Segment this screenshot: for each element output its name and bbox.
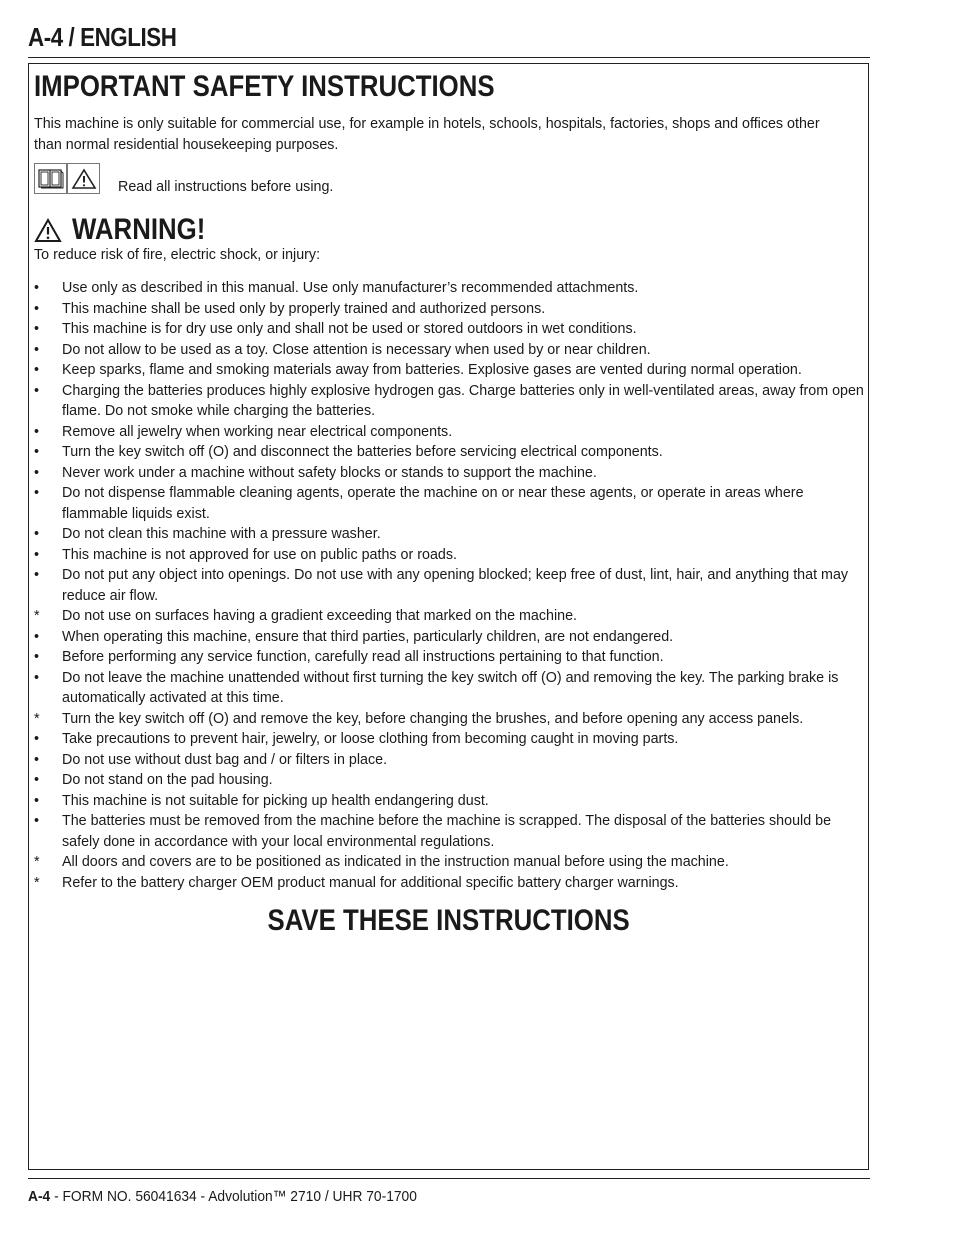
warning-subtitle: To reduce risk of fire, electric shock, or injury:: [34, 247, 321, 263]
list-item-text: All doors and covers are to be positioned as indicated in the instruction manual before using the machine.: [62, 854, 729, 870]
list-item-text: Take precautions to prevent hair, jewelry, or loose clothing from becoming caught in moving parts.: [62, 731, 679, 747]
list-item-text: Do not dispense flammable cleaning agents, operate the machine on or near these agents, or operate in areas where flammable liquids exist.: [62, 485, 804, 522]
list-item-marker: •: [34, 382, 40, 399]
footer-page-ref: A-4: [28, 1188, 51, 1205]
list-item: [29, 360, 870, 381]
warning-triangle-icon: [67, 163, 100, 194]
list-item: [29, 770, 870, 791]
list-item-marker: *: [34, 854, 40, 870]
page-title: IMPORTANT SAFETY INSTRUCTIONS: [34, 70, 495, 103]
list-item: [29, 852, 870, 873]
list-item: [29, 729, 870, 750]
list-item-text: Do not put any object into openings. Do not use with any opening blocked; keep free of dust, lint, hair, and anything that may reduce air flow.: [62, 567, 849, 604]
list-item-marker: •: [34, 772, 40, 788]
list-item-text: Never work under a machine without safety blocks or stands to support the machine.: [62, 464, 597, 481]
list-item: [29, 873, 870, 894]
list-item: [29, 381, 870, 422]
list-item-marker: •: [34, 464, 40, 481]
warning-triangle-icon: [34, 218, 62, 243]
list-item-marker: •: [34, 341, 40, 358]
list-item-text: This machine shall be used only by properly trained and authorized persons.: [62, 300, 546, 317]
list-item-marker: •: [34, 321, 40, 337]
warning-title: WARNING!: [72, 213, 206, 246]
list-item-marker: •: [34, 628, 40, 645]
list-item: [29, 299, 870, 320]
list-item-text: This machine is for dry use only and shall not be used or stored outdoors in wet conditions.: [62, 321, 637, 337]
list-item: [29, 565, 870, 606]
list-item-marker: •: [34, 567, 40, 583]
list-item-marker: •: [34, 669, 40, 686]
list-item-text: Do not use on surfaces having a gradient exceeding that marked on the machine.: [62, 608, 578, 624]
list-item-marker: •: [34, 792, 40, 809]
list-item-text: This machine is not approved for use on public paths or roads.: [62, 546, 457, 563]
list-item-marker: •: [34, 423, 40, 440]
list-item-marker: •: [34, 751, 40, 768]
list-item-text: Do not leave the machine unattended without first turning the key switch off (O) and removing the key. The parking brake is automatically activated at this time.: [62, 669, 839, 706]
list-item-marker: •: [34, 280, 40, 296]
list-item-marker: •: [34, 649, 40, 665]
list-item-text: Remove all jewelry when working near electrical components.: [62, 423, 453, 440]
list-item-text: Turn the key switch off (O) and disconnect the batteries before servicing electrical components.: [62, 444, 663, 460]
list-item: [29, 627, 870, 648]
list-item: [29, 524, 870, 545]
list-item-marker: •: [34, 731, 40, 747]
list-item: [29, 319, 870, 340]
list-item: [29, 606, 870, 627]
list-item: [29, 340, 870, 361]
list-item-text: Before performing any service function, carefully read all instructions pertaining to that function.: [62, 649, 664, 665]
list-item: [29, 791, 870, 812]
header-divider: [28, 57, 870, 58]
list-item-text: Turn the key switch off (O) and remove the key, before changing the brushes, and before opening any access panels.: [62, 710, 804, 727]
save-instructions-heading: [29, 904, 868, 938]
list-item-text: Keep sparks, flame and smoking materials away from batteries. Explosive gases are vented during normal operation.: [62, 362, 802, 378]
list-item: [29, 278, 870, 299]
list-item-text: When operating this machine, ensure that third parties, particularly children, are not endangered.: [62, 628, 674, 645]
read-instructions-text: Read all instructions before using.: [118, 179, 334, 195]
list-item-marker: •: [34, 362, 40, 378]
list-item: [29, 647, 870, 668]
list-item: [29, 463, 870, 484]
warning-heading: [34, 213, 227, 247]
list-item-marker: *: [34, 608, 40, 624]
list-item-text: Refer to the battery charger OEM product manual for additional specific battery charger warnings.: [62, 874, 679, 891]
list-item-text: The batteries must be removed from the machine before the machine is scrapped. The disposal of the batteries should be safely done in accordance with your local environmental regulations.: [62, 813, 832, 850]
page-footer: [28, 1188, 417, 1205]
list-item-text: Charging the batteries produces highly explosive hydrogen gas. Charge batteries only in well-ventilated areas, away from open flame. Do not smoke while charging the batteries.: [62, 382, 864, 419]
list-item-text: Do not use without dust bag and / or filters in place.: [62, 751, 388, 768]
manual-warning-icons: [34, 163, 100, 194]
list-item-text: Do not stand on the pad housing.: [62, 772, 273, 788]
list-item-text: This machine is not suitable for picking up health endangering dust.: [62, 792, 489, 809]
safety-instructions-box: [28, 63, 869, 1170]
list-item: [29, 750, 870, 771]
save-instructions-title: SAVE THESE INSTRUCTIONS: [267, 904, 630, 937]
list-item: [29, 668, 870, 709]
list-item: [29, 483, 870, 524]
list-item: [29, 442, 870, 463]
safety-list: [29, 278, 870, 893]
list-item: [29, 545, 870, 566]
list-item-marker: *: [34, 874, 40, 891]
list-item-marker: •: [34, 300, 40, 317]
list-item-marker: •: [34, 546, 40, 563]
list-item-marker: *: [34, 710, 40, 727]
list-item-marker: •: [34, 813, 40, 829]
list-item-text: Do not clean this machine with a pressure washer.: [62, 526, 381, 542]
footer-divider: [28, 1178, 870, 1179]
list-item-text: Do not allow to be used as a toy. Close attention is necessary when used by or near children.: [62, 341, 651, 358]
page-header: A-4 / ENGLISH: [28, 22, 177, 52]
list-item-marker: •: [34, 444, 40, 460]
list-item-text: Use only as described in this manual. Use only manufacturer’s recommended attachments.: [62, 280, 639, 296]
book-manual-icon: [34, 163, 67, 194]
footer-form-text: - FORM NO. 56041634 - Advolution™ 2710 / UHR 70-1700: [50, 1188, 417, 1205]
intro-paragraph: This machine is only suitable for commercial use, for example in hotels, schools, hospitals, factories, shops and offices other than normal residential housekeeping purposes.: [34, 116, 820, 153]
list-item: [29, 422, 870, 443]
list-item-marker: •: [34, 526, 40, 542]
list-item: [29, 709, 870, 730]
list-item: [29, 811, 870, 852]
list-item-marker: •: [34, 485, 40, 501]
